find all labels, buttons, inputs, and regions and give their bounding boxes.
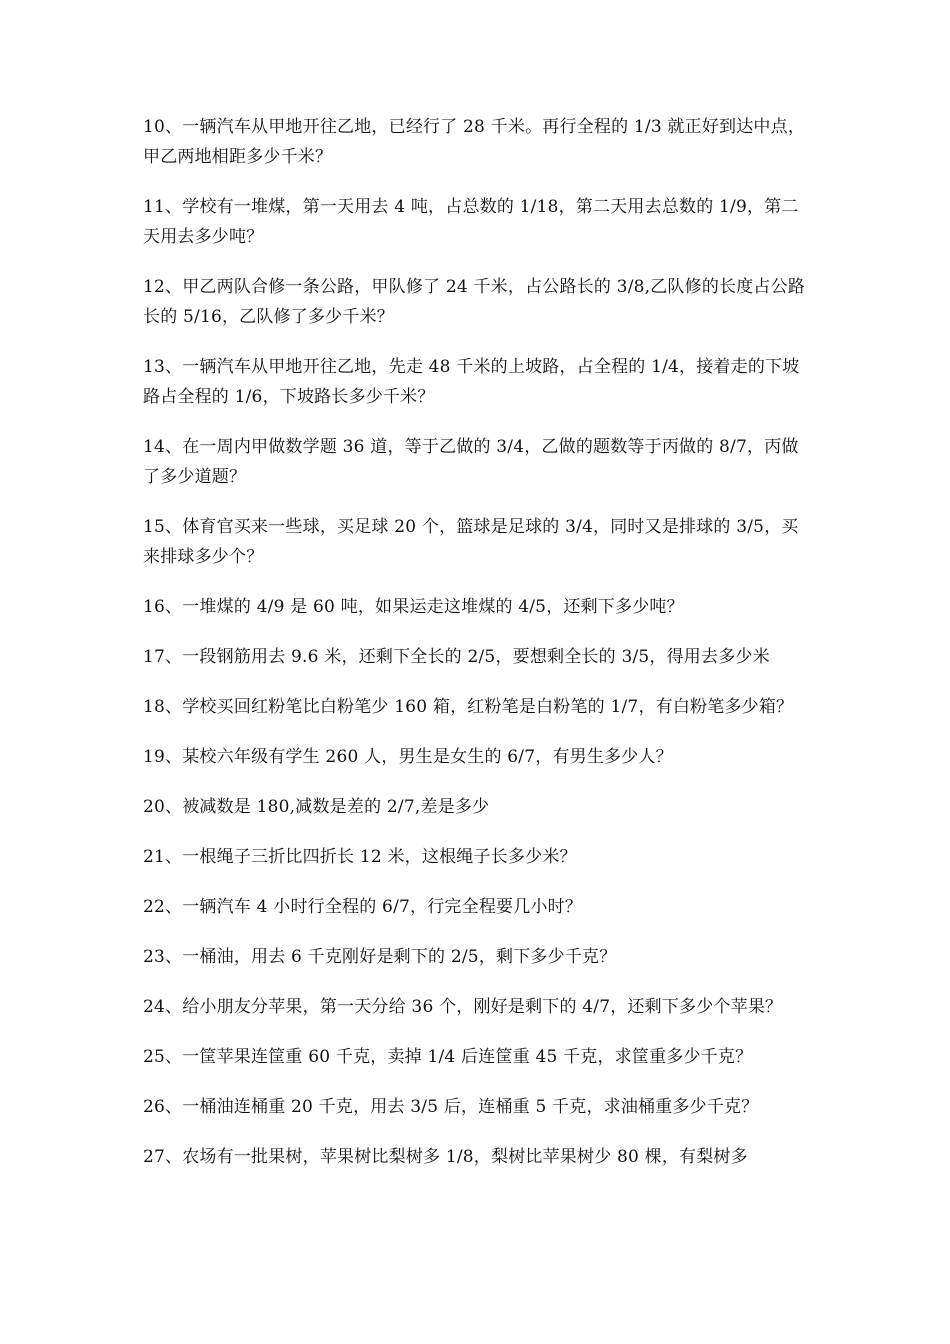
question-13: 13、一辆汽车从甲地开往乙地，先走 48 千米的上坡路，占全程的 1/4，接着走的下坡路占全程的 1/6，下坡路长多少千米？ [143,357,800,407]
question-17: 17、一段钢筋用去 9.6 米，还剩下全长的 2/5，要想剩全长的 3/5，得用去多少米 [143,647,770,667]
question-12: 12、甲乙两队合修一条公路，甲队修了 24 千米，占公路长的 3/8,乙队修的长度占公路长的 5/16，乙队修了多少千米？ [143,277,806,327]
question-list [143,112,813,1192]
question-21: 21、一根绳子三折比四折长 12 米，这根绳子长多少米？ [143,847,577,867]
question-20: 20、被减数是 180,减数是差的 2/7,差是多少 [143,797,490,817]
question-16: 16、一堆煤的 4/9 是 60 吨，如果运走这堆煤的 4/5，还剩下多少吨？ [143,597,684,617]
question-25: 25、一筐苹果连筐重 60 千克，卖掉 1/4 后连筐重 45 千克，求筐重多少千克？ [143,1047,753,1067]
question-18: 18、学校买回红粉笔比白粉笔少 160 箱，红粉笔是白粉笔的 1/7，有白粉笔多少箱？ [143,697,794,717]
question-26: 26、一桶油连桶重 20 千克，用去 3/5 后，连桶重 5 千克，求油桶重多少千克？ [143,1097,759,1117]
question-10: 10、一辆汽车从甲地开往乙地，已经行了 28 千米。再行全程的 1/3 就正好到达中点，甲乙两地相距多少千米？ [143,117,806,167]
question-15: 15、体育官买来一些球，买足球 20 个，篮球是足球的 3/4，同时又是排球的 3/5，买来排球多少个？ [143,517,799,567]
question-19: 19、某校六年级有学生 260 人，男生是女生的 6/7，有男生多少人？ [143,747,673,767]
question-23: 23、一桶油，用去 6 千克刚好是剩下的 2/5，剩下多少千克？ [143,947,617,967]
question-24: 24、给小朋友分苹果，第一天分给 36 个，刚好是剩下的 4/7，还剩下多少个苹果？ [143,997,783,1017]
question-22: 22、一辆汽车 4 小时行全程的 6/7，行完全程要几小时？ [143,897,583,917]
question-14: 14、在一周内甲做数学题 36 道，等于乙做的 3/4，乙做的题数等于丙做的 8/7，丙做了多少道题？ [143,437,799,487]
question-11: 11、学校有一堆煤，第一天用去 4 吨，占总数的 1/18，第二天用去总数的 1/9，第二天用去多少吨？ [143,197,799,247]
question-27: 27、农场有一批果树，苹果树比梨树多 1/8，梨树比苹果树少 80 棵，有梨树多 [143,1147,748,1167]
